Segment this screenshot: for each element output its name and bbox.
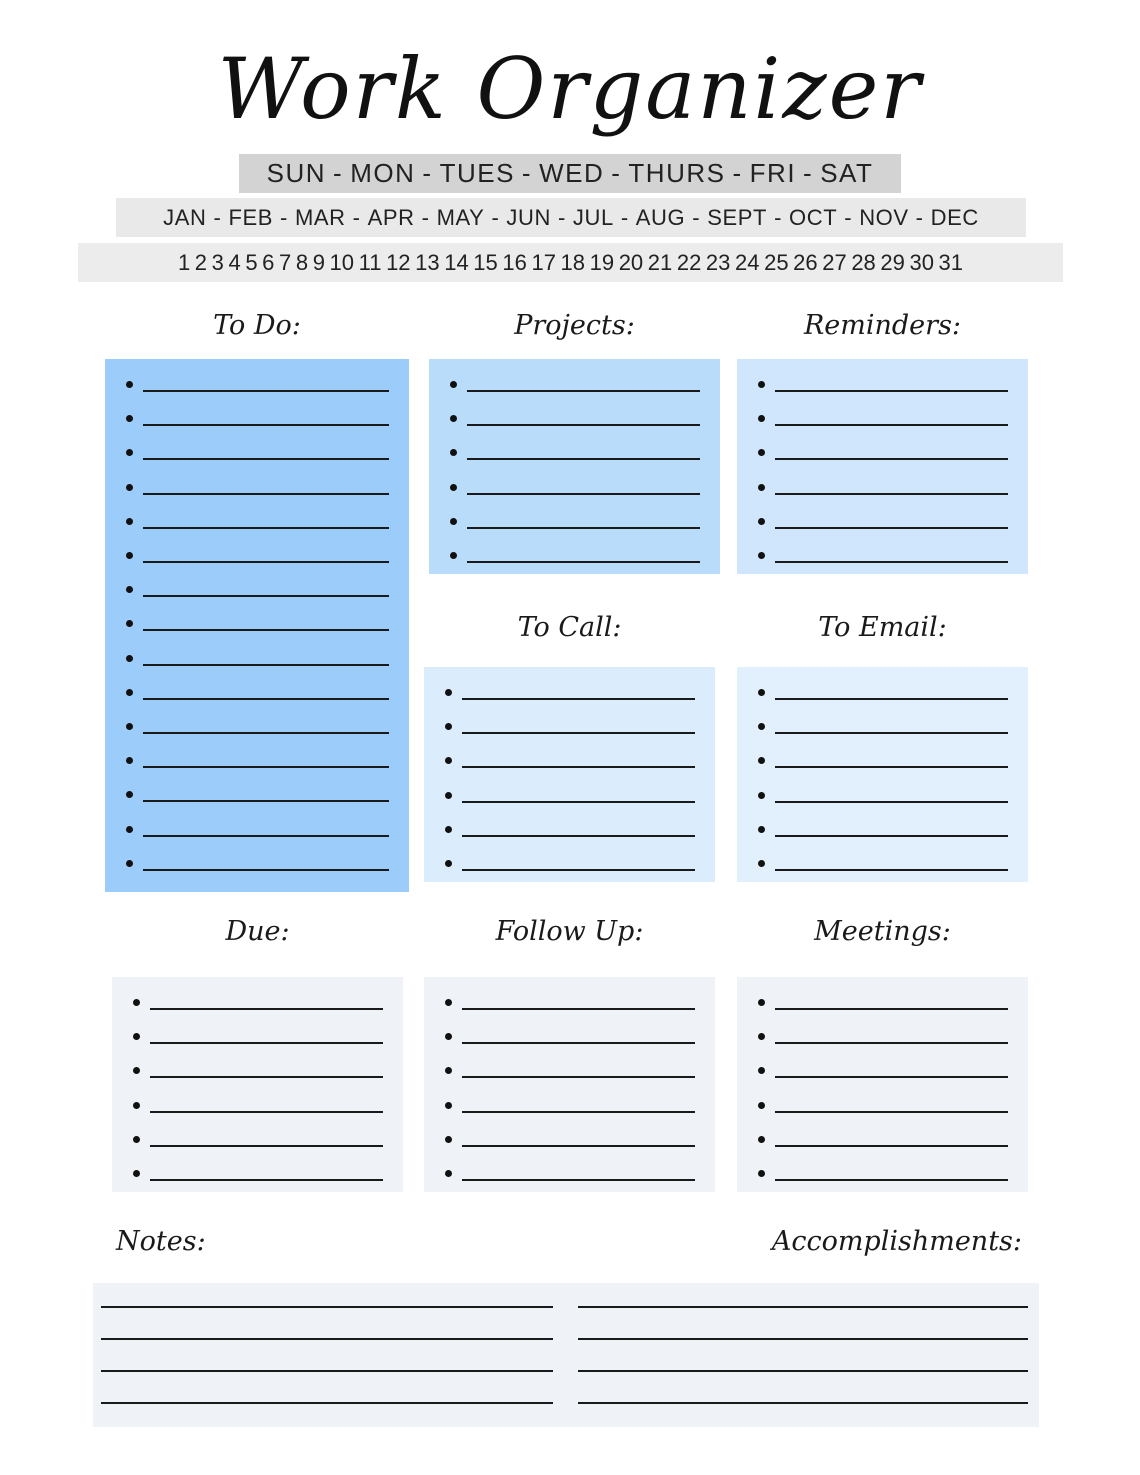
write-line[interactable] (462, 1145, 695, 1147)
separator: - (421, 204, 430, 230)
date-number: 2 (194, 249, 208, 275)
bullet-icon (133, 1033, 140, 1040)
notes-line[interactable] (101, 1338, 553, 1340)
date-number: 14 (444, 249, 469, 275)
follow-up-box (424, 977, 715, 1192)
bullet-icon (133, 1170, 140, 1177)
date-number: 29 (880, 249, 905, 275)
write-line[interactable] (462, 801, 695, 803)
separator: - (557, 204, 566, 230)
notes-box (93, 1283, 1039, 1427)
date-number: 9 (312, 249, 325, 275)
bullet-icon (126, 484, 133, 491)
write-line[interactable] (462, 1111, 695, 1113)
date-number: 12 (386, 249, 411, 275)
separator: - (521, 158, 533, 188)
projects-box (429, 359, 720, 574)
date-number: 16 (502, 249, 527, 275)
write-line[interactable] (775, 493, 1008, 495)
bullet-icon (445, 826, 452, 833)
bullet-icon (445, 792, 452, 799)
to-call-label: To Call: (517, 612, 622, 643)
to-call-box (424, 667, 715, 882)
date-number: 7 (279, 249, 292, 275)
write-line[interactable] (775, 424, 1008, 426)
bullet-icon (450, 484, 457, 491)
write-line[interactable] (775, 766, 1008, 768)
bullet-icon (133, 999, 140, 1006)
date-number: 11 (358, 249, 382, 275)
write-line[interactable] (143, 458, 389, 460)
separator: - (213, 204, 222, 230)
month-label: MAY (436, 204, 485, 230)
bullet-icon (126, 723, 133, 730)
write-line[interactable] (143, 732, 389, 734)
date-number: 6 (262, 249, 275, 275)
bullet-icon (126, 586, 133, 593)
date-number: 28 (851, 249, 876, 275)
separator: - (280, 204, 288, 230)
bullet-icon (758, 484, 765, 491)
bullet-icon (133, 1067, 140, 1074)
write-line[interactable] (775, 1145, 1008, 1147)
write-line[interactable] (143, 629, 389, 631)
separator: - (333, 158, 344, 188)
write-line[interactable] (143, 390, 389, 392)
date-number: 30 (909, 249, 934, 275)
month-label: DEC (930, 204, 979, 230)
day-label: SAT (820, 158, 874, 188)
month-label: NOV (859, 204, 909, 230)
month-label: JAN (163, 204, 207, 230)
bullet-icon (758, 1102, 765, 1109)
write-line[interactable] (150, 1008, 383, 1010)
write-line[interactable] (775, 1076, 1008, 1078)
date-number: 3 (211, 249, 224, 275)
bullet-icon (758, 757, 765, 764)
bullet-icon (445, 689, 452, 696)
meetings-label: Meetings: (814, 916, 951, 947)
bullet-icon (758, 1170, 765, 1177)
month-label: FEB (228, 204, 274, 230)
separator: - (611, 158, 622, 188)
reminders-box (737, 359, 1028, 574)
date-number: 5 (245, 249, 258, 275)
write-line[interactable] (775, 1042, 1008, 1044)
bullet-icon (758, 1033, 765, 1040)
write-line[interactable] (143, 869, 389, 871)
day-label: THURS (628, 158, 726, 188)
due-label: Due: (225, 916, 290, 947)
bullet-icon (126, 860, 133, 867)
bullet-icon (126, 689, 133, 696)
write-line[interactable] (467, 561, 700, 563)
date-number: 18 (560, 249, 586, 275)
bullet-icon (445, 757, 452, 764)
bullet-icon (133, 1136, 140, 1143)
separator: - (915, 204, 924, 230)
write-line[interactable] (775, 527, 1008, 529)
bullet-icon (758, 552, 765, 559)
write-line[interactable] (150, 1076, 383, 1078)
reminders-label: Reminders: (803, 310, 962, 341)
write-line[interactable] (143, 766, 389, 768)
date-number: 23 (705, 249, 731, 275)
write-line[interactable] (775, 732, 1008, 734)
month-label: JUN (506, 204, 551, 230)
months-strip (116, 198, 1026, 237)
dates-strip (78, 243, 1063, 282)
write-line[interactable] (462, 1076, 695, 1078)
write-line[interactable] (467, 527, 700, 529)
day-label: TUES (439, 158, 515, 188)
bullet-icon (758, 860, 765, 867)
bullet-icon (445, 1033, 452, 1040)
date-number: 22 (676, 249, 702, 275)
write-line[interactable] (775, 561, 1008, 563)
date-number: 21 (647, 249, 673, 275)
bullet-icon (445, 1136, 452, 1143)
notes-line[interactable] (101, 1402, 553, 1404)
separator: - (692, 204, 701, 230)
bullet-icon (445, 1170, 452, 1177)
bullet-icon (126, 449, 133, 456)
bullet-icon (445, 1102, 452, 1109)
accomplishments-line[interactable] (578, 1306, 1028, 1308)
bullet-icon (126, 620, 133, 627)
bullet-icon (450, 518, 457, 525)
write-line[interactable] (143, 493, 389, 495)
bullet-icon (126, 415, 133, 422)
write-line[interactable] (143, 527, 389, 529)
write-line[interactable] (775, 390, 1008, 392)
accomplishments-line[interactable] (578, 1402, 1028, 1404)
write-line[interactable] (467, 493, 700, 495)
bullet-icon (758, 826, 765, 833)
separator: - (774, 204, 782, 230)
bullet-icon (126, 518, 133, 525)
due-box (112, 977, 403, 1192)
write-line[interactable] (467, 390, 700, 392)
todo-box (105, 359, 409, 892)
meetings-box (737, 977, 1028, 1192)
write-line[interactable] (775, 1179, 1008, 1181)
notes-label: Notes: (116, 1226, 206, 1257)
projects-label: Projects: (514, 310, 635, 341)
page-title: Work Organizer (217, 40, 923, 138)
date-number: 13 (415, 249, 440, 275)
write-line[interactable] (143, 424, 389, 426)
bullet-icon (126, 655, 133, 662)
date-number: 25 (764, 249, 789, 275)
notes-line[interactable] (101, 1370, 553, 1372)
write-line[interactable] (462, 698, 695, 700)
accomplishments-label: Accomplishments: (771, 1226, 1022, 1257)
write-line[interactable] (775, 1111, 1008, 1113)
write-line[interactable] (775, 869, 1008, 871)
write-line[interactable] (150, 1145, 383, 1147)
date-number: 17 (531, 249, 556, 275)
write-line[interactable] (462, 1179, 695, 1181)
todo-label: To Do: (213, 310, 301, 341)
month-label: OCT (789, 204, 838, 230)
date-number: 1 (177, 249, 191, 275)
bullet-icon (758, 449, 765, 456)
write-line[interactable] (150, 1111, 383, 1113)
write-line[interactable] (143, 595, 389, 597)
date-number: 15 (473, 249, 498, 275)
bullet-icon (450, 552, 457, 559)
write-line[interactable] (775, 458, 1008, 460)
write-line[interactable] (143, 698, 389, 700)
month-label: APR (367, 204, 415, 230)
write-line[interactable] (462, 766, 695, 768)
to-email-label: To Email: (818, 612, 947, 643)
month-label: SEPT (707, 204, 768, 230)
date-number: 27 (822, 249, 847, 275)
write-line[interactable] (462, 1042, 695, 1044)
bullet-icon (758, 1136, 765, 1143)
bullet-icon (450, 449, 457, 456)
month-label: MAR (294, 204, 346, 230)
separator: - (491, 204, 500, 230)
date-number: 26 (793, 249, 818, 275)
separator: - (844, 204, 853, 230)
bullet-icon (758, 689, 765, 696)
write-line[interactable] (462, 1008, 695, 1010)
separator: - (352, 204, 361, 230)
day-label: FRI (749, 158, 797, 188)
bullet-icon (126, 757, 133, 764)
write-line[interactable] (150, 1042, 383, 1044)
days-of-week-strip (239, 154, 901, 193)
month-label: AUG (635, 204, 686, 230)
write-line[interactable] (467, 458, 700, 460)
write-line[interactable] (143, 800, 389, 802)
bullet-icon (758, 381, 765, 388)
bullet-icon (445, 723, 452, 730)
write-line[interactable] (150, 1179, 383, 1181)
bullet-icon (758, 723, 765, 730)
separator: - (803, 158, 814, 188)
accomplishments-line[interactable] (578, 1338, 1028, 1340)
bullet-icon (126, 381, 133, 388)
write-line[interactable] (775, 835, 1008, 837)
write-line[interactable] (462, 869, 695, 871)
month-label: JUL (572, 204, 614, 230)
date-number: 24 (735, 249, 760, 275)
to-email-box (737, 667, 1028, 882)
day-label: WED (539, 158, 605, 188)
date-number: 8 (295, 249, 309, 275)
separator: - (422, 158, 433, 188)
bullet-icon (126, 552, 133, 559)
bullet-icon (445, 999, 452, 1006)
separator: - (620, 204, 629, 230)
date-number: 19 (589, 249, 615, 275)
bullet-icon (758, 415, 765, 422)
write-line[interactable] (462, 835, 695, 837)
write-line[interactable] (775, 1008, 1008, 1010)
bullet-icon (126, 826, 133, 833)
bullet-icon (450, 381, 457, 388)
notes-line[interactable] (101, 1306, 553, 1308)
bullet-icon (758, 1067, 765, 1074)
date-number: 10 (329, 249, 355, 275)
date-number: 4 (228, 249, 241, 275)
bullet-icon (445, 860, 452, 867)
date-number: 31 (938, 249, 964, 275)
bullet-icon (758, 792, 765, 799)
write-line[interactable] (775, 698, 1008, 700)
write-line[interactable] (143, 664, 389, 666)
write-line[interactable] (467, 424, 700, 426)
bullet-icon (126, 791, 133, 798)
bullet-icon (450, 415, 457, 422)
bullet-icon (133, 1102, 140, 1109)
bullet-icon (445, 1067, 452, 1074)
write-line[interactable] (143, 835, 389, 837)
bullet-icon (758, 518, 765, 525)
accomplishments-line[interactable] (578, 1370, 1028, 1372)
write-line[interactable] (143, 561, 389, 563)
date-number: 20 (618, 249, 644, 275)
separator: - (732, 158, 743, 188)
day-label: SUN (266, 158, 327, 188)
follow-up-label: Follow Up: (495, 916, 644, 947)
write-line[interactable] (775, 801, 1008, 803)
write-line[interactable] (462, 732, 695, 734)
bullet-icon (758, 999, 765, 1006)
day-label: MON (350, 158, 416, 188)
